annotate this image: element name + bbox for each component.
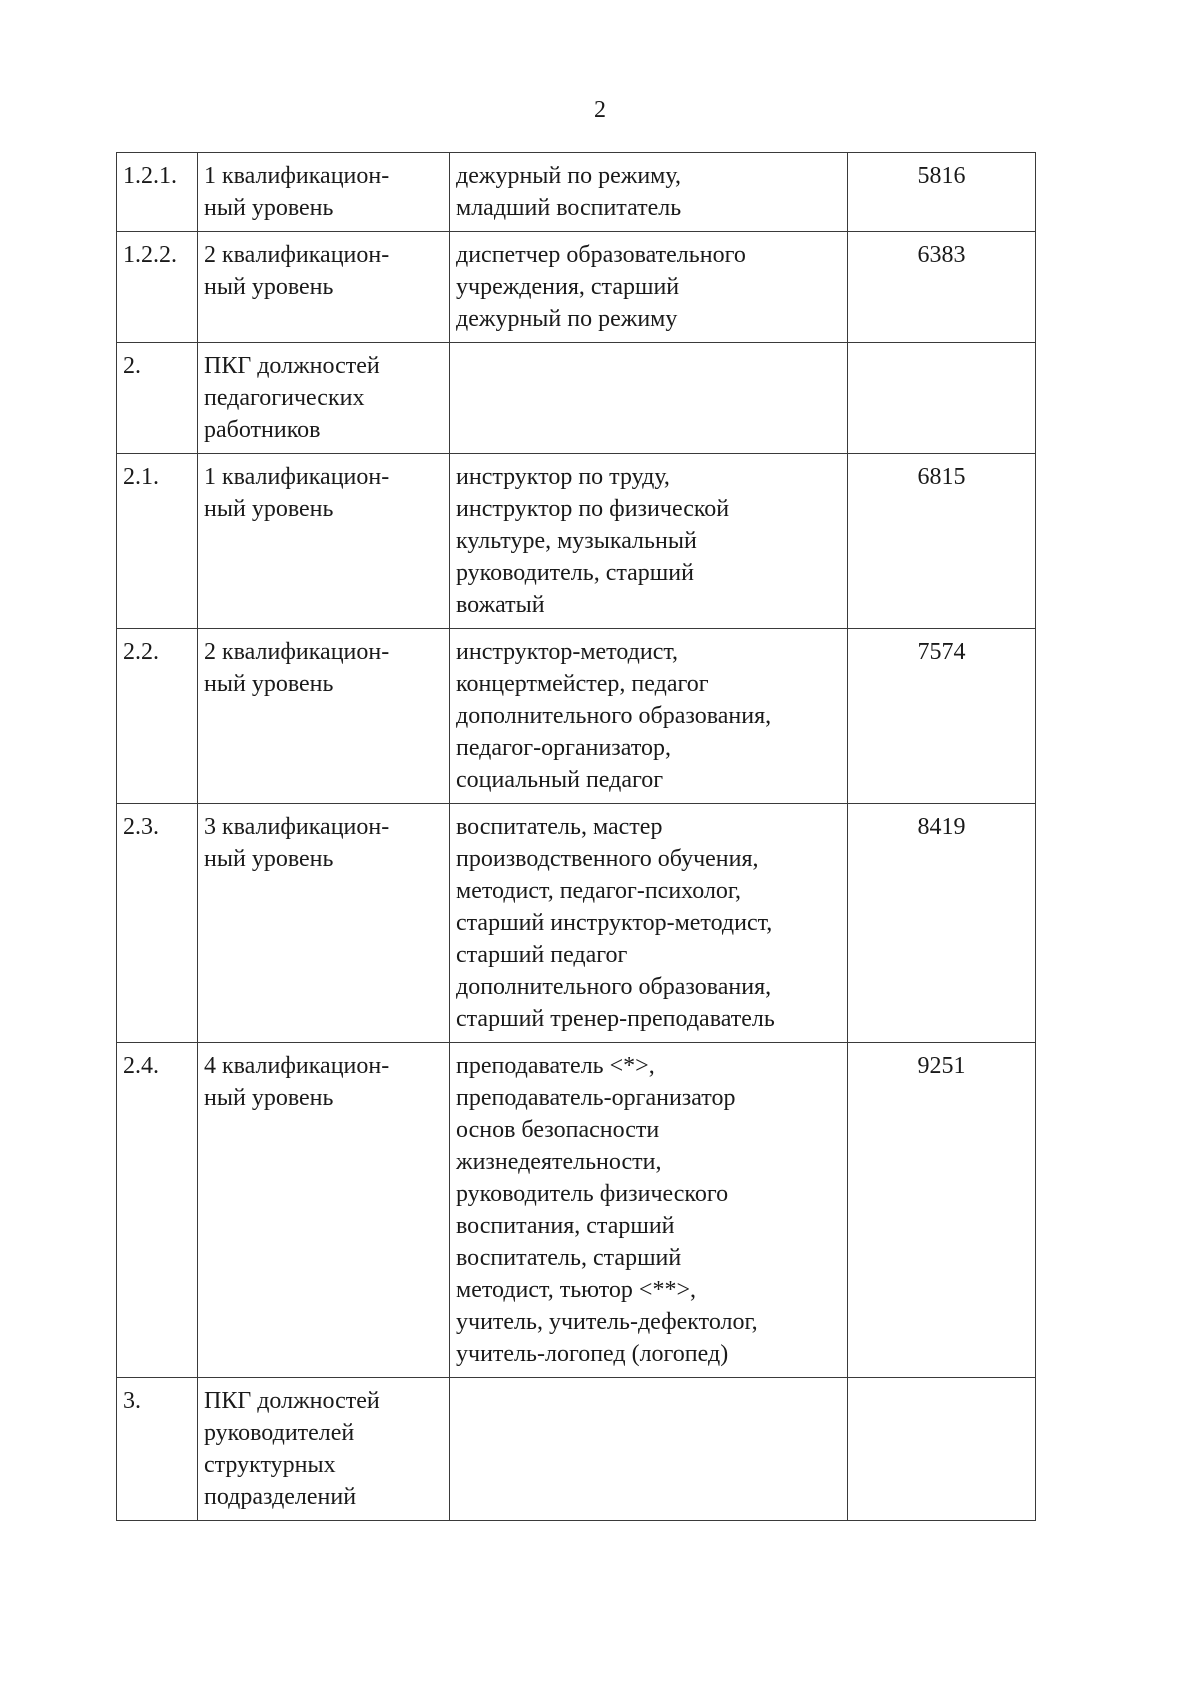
table-row bbox=[117, 454, 1036, 629]
qualification-level: 1 квалификацион- ный уровень bbox=[198, 454, 450, 629]
row-number: 1.2.2. bbox=[117, 232, 198, 343]
salary-value bbox=[848, 343, 1036, 454]
row-number: 2.3. bbox=[117, 804, 198, 1043]
page-number: 2 bbox=[594, 97, 606, 123]
positions-list: инструктор-методист, концертмейстер, педагог дополнительного образования, педагог-организатор, социальный педагог bbox=[450, 629, 848, 804]
row-number: 2.4. bbox=[117, 1043, 198, 1378]
positions-list: дежурный по режиму, младший воспитатель bbox=[450, 153, 848, 232]
qualification-level: 1 квалификацион- ный уровень bbox=[198, 153, 450, 232]
group-title: ПКГ должностей руководителей структурных подразделений bbox=[198, 1378, 450, 1521]
table-row bbox=[117, 153, 1036, 232]
row-number: 2.1. bbox=[117, 454, 198, 629]
table-row bbox=[117, 1043, 1036, 1378]
group-title: ПКГ должностей педагогических работников bbox=[198, 343, 450, 454]
qualification-level: 4 квалификацион- ный уровень bbox=[198, 1043, 450, 1378]
positions-list: диспетчер образовательного учреждения, старший дежурный по режиму bbox=[450, 232, 848, 343]
positions-list: инструктор по труду, инструктор по физической культуре, музыкальный руководитель, старший вожатый bbox=[450, 454, 848, 629]
qualification-level: 2 квалификацион- ный уровень bbox=[198, 629, 450, 804]
table-row bbox=[117, 232, 1036, 343]
positions-list bbox=[450, 1378, 848, 1521]
positions-list: преподаватель <*>, преподаватель-организатор основ безопасности жизнедеятельности, руководитель физического воспитания, старший воспитатель, старший методист, тьютор <**>, учитель, учитель-дефектолог, учитель-логопед (логопед) bbox=[450, 1043, 848, 1378]
salary-value bbox=[848, 1378, 1036, 1521]
table-row bbox=[117, 629, 1036, 804]
row-number: 2.2. bbox=[117, 629, 198, 804]
salary-value: 9251 bbox=[848, 1043, 1036, 1378]
salary-value: 7574 bbox=[848, 629, 1036, 804]
salary-value: 8419 bbox=[848, 804, 1036, 1043]
positions-list: воспитатель, мастер производственного обучения, методист, педагог-психолог, старший инструктор-методист, старший педагог дополнительного образования, старший тренер-преподаватель bbox=[450, 804, 848, 1043]
table-row bbox=[117, 1378, 1036, 1521]
row-number: 3. bbox=[117, 1378, 198, 1521]
salary-value: 6815 bbox=[848, 454, 1036, 629]
row-number: 2. bbox=[117, 343, 198, 454]
salary-value: 6383 bbox=[848, 232, 1036, 343]
row-number: 1.2.1. bbox=[117, 153, 198, 232]
table-row bbox=[117, 343, 1036, 454]
salary-table bbox=[116, 152, 1036, 1521]
qualification-level: 2 квалификацион- ный уровень bbox=[198, 232, 450, 343]
table-row bbox=[117, 804, 1036, 1043]
positions-list bbox=[450, 343, 848, 454]
qualification-level: 3 квалификацион- ный уровень bbox=[198, 804, 450, 1043]
salary-value: 5816 bbox=[848, 153, 1036, 232]
